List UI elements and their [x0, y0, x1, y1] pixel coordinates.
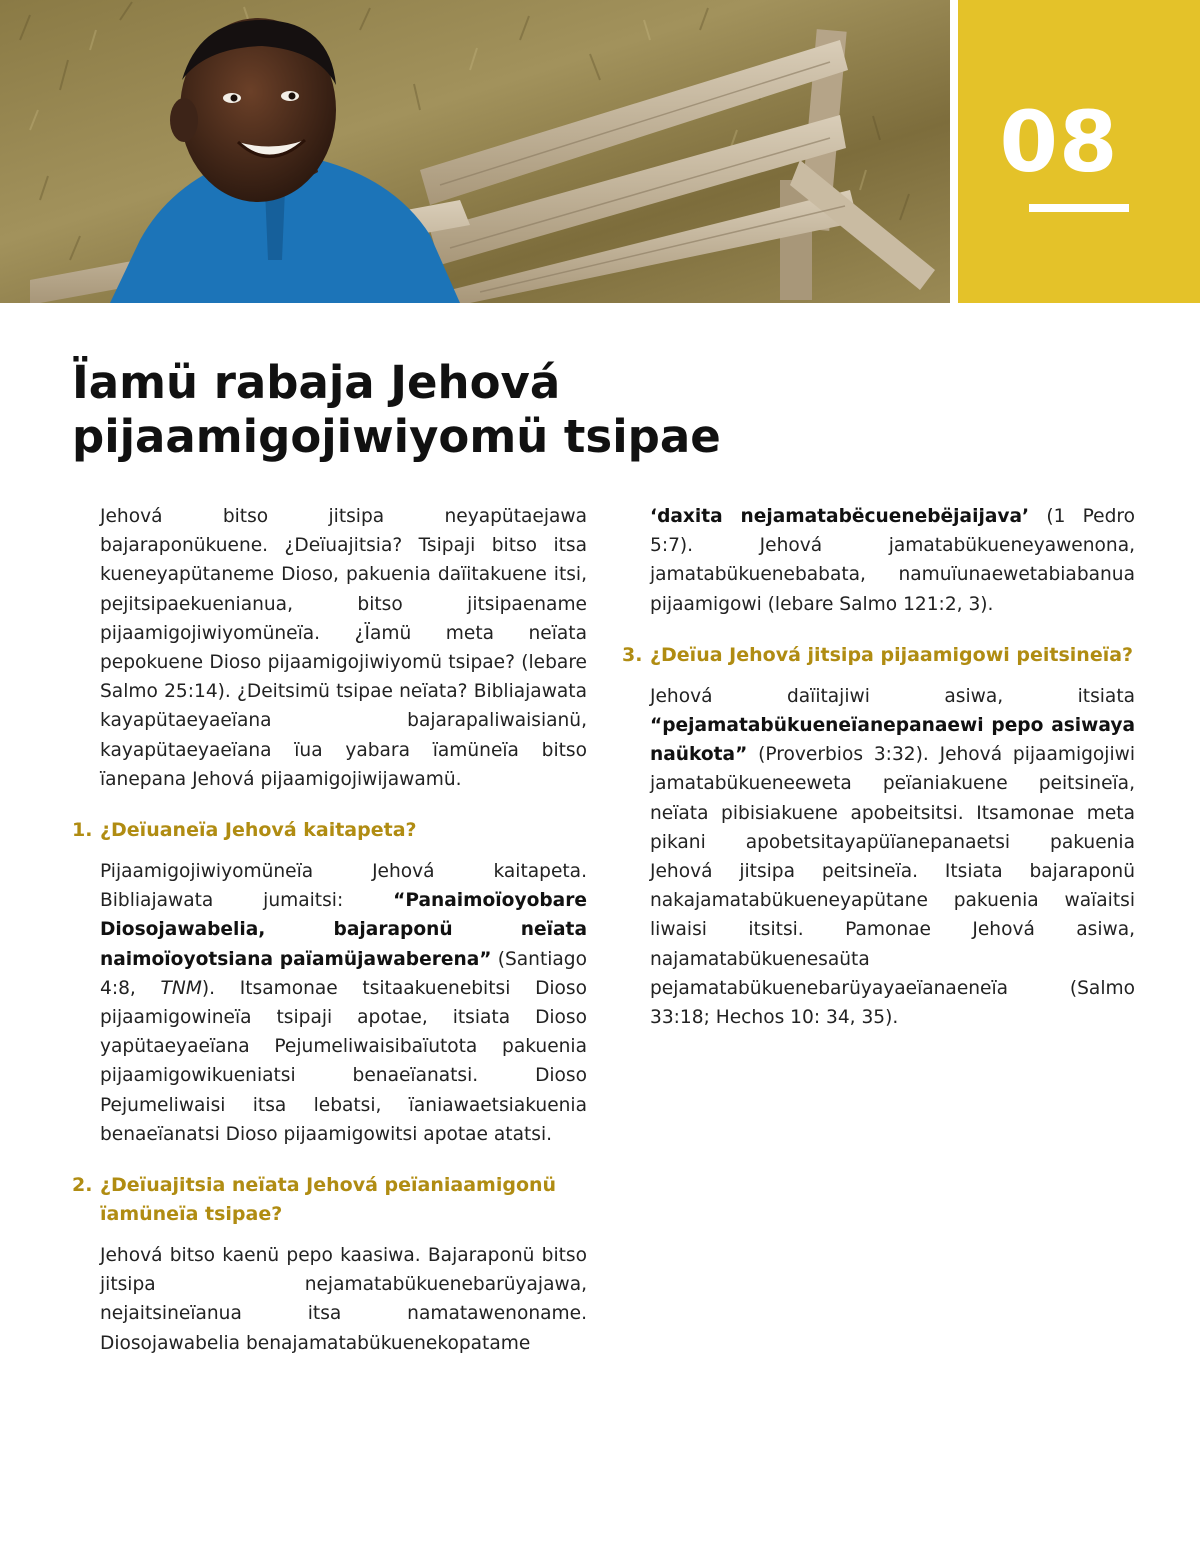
- right-column: [622, 502, 1135, 1054]
- citation: (Santiago 4:8,: [100, 948, 587, 999]
- man-by-fence-illustration: [0, 0, 950, 303]
- hero-photo: [0, 0, 950, 303]
- question-number: 1.: [72, 819, 93, 842]
- chapter-rule: [1029, 204, 1129, 212]
- page-title: [72, 356, 932, 464]
- question-text: ¿Deïuajitsia neïata Jehová peïaniaamigonü ïamüneïa tsipae?: [100, 1174, 557, 1226]
- answer-2-continued: [650, 502, 1135, 619]
- question-number: 3.: [622, 643, 643, 666]
- left-column: [72, 502, 587, 1380]
- answer-text: ). Itsamonae tsitaakuenebitsi Dioso pijaamigowineïa tsipaji apotae, itsiata Dioso yapütaeyaeïana Pejumeliwaisibaïutota pakuenia pijaamigowikueniatsi benaeïanatsi. Dioso Pejumeliwaisi itsa lebatsi, ïaniawaetsiakuenia benaeïanatsi Dioso pijaamigowitsi apotae atatsi.: [100, 977, 587, 1145]
- intro-paragraph: Jehová bitso jitsipa neyapütaejawa bajaraponükuene. ¿Deïuajitsia? Tsipaji bitso itsa kueneyapütaneme Dioso, pakuenia daïitakuene itsi, pejitsipaekuenianua, bitso jitsipaename pijaamigojiwiyomüneïa. ¿Ïamü meta neïata pepokuene Dioso pijaamigojiwiyomü tsipae? (lebare Salmo 25:14). ¿Deitsimü tsipae neïata? Bibliajawata kayapütaeyaeïana bajarapaliwaisianü, kayapütaeyaeïana ïua yabara ïamüneïa bitso ïanepana Jehová pijaamigojiwijawamü.: [100, 506, 587, 790]
- answer-2-paragraph: Jehová bitso kaenü pepo kaasiwa. Bajaraponü bitso jitsipa nejamatabükuenebarüyajawa, nejaitsineïanua itsa namatawenoname. Diosojawabelia benajamatabükuenekopatame: [100, 1245, 587, 1354]
- question-text: ¿Deïuaneïa Jehová kaitapeta?: [100, 819, 417, 842]
- question-text: ¿Deïua Jehová jitsipa pijaamigowi peitsineïa?: [650, 643, 1134, 666]
- question-number: 2.: [72, 1174, 93, 1197]
- title-line-2: pijaamigojiwiyomü tsipae: [72, 410, 721, 463]
- chapter-badge: [958, 0, 1200, 303]
- answer-text: Pijaamigojiwiyomüneïa Jehová kaitapeta. Bibliajawata jumaitsi:: [100, 861, 587, 912]
- scripture-quote: ‘daxita nejamatabëcuenebëjaijava’: [650, 506, 1030, 527]
- answer-text: (Proverbios 3:32). Jehová pijaamigojiwi jamatabükueneeweta peïaniakuene peitsineïa, neïata pibisiakuene apobeitsitsi. Itsamonae meta pikani apobetsitayapüïanepanaetsi pakuenia Jehová jitsipa peitsineïa. Itsiata bajaraponü nakajamatabükueneyapütane pakuenia waïaitsi liwaisi itsitsi. Pamonae Jehová asiwa, najamatabükuenesaüta pejamatabükuenebarüyayaeïanaeneïa (Salmo 33:18; Hechos 10: 34, 35).: [650, 744, 1135, 1029]
- scripture-quote: “Panaimoïoyobare Diosojawabelia, bajaraponü neïata naimoïoyotsiana païamüjawaberena”: [100, 890, 587, 970]
- answer-text: Jehová daïitajiwi asiwa, itsiata: [650, 685, 1135, 707]
- answer-3-paragraph: [650, 682, 1135, 1032]
- answer-text: (1 Pedro 5:7). Jehová jamatabükueneyawenona, jamatabükuenebabata, namuïunaewetabiabanua pijaamigowi (lebare Salmo 121:2, 3).: [650, 506, 1136, 615]
- title-line-1: Ïamü rabaja Jehová: [72, 356, 561, 409]
- answer-1-paragraph: [100, 857, 587, 1149]
- citation-abbrev: TNM: [160, 977, 202, 999]
- scripture-quote: “pejamatabükueneïanepanaewi pepo asiwaya naükota”: [650, 715, 1135, 766]
- question-3-heading: [622, 641, 1135, 670]
- question-1-heading: [72, 816, 587, 845]
- question-2-heading: [72, 1171, 587, 1229]
- chapter-number: 08: [999, 93, 1119, 191]
